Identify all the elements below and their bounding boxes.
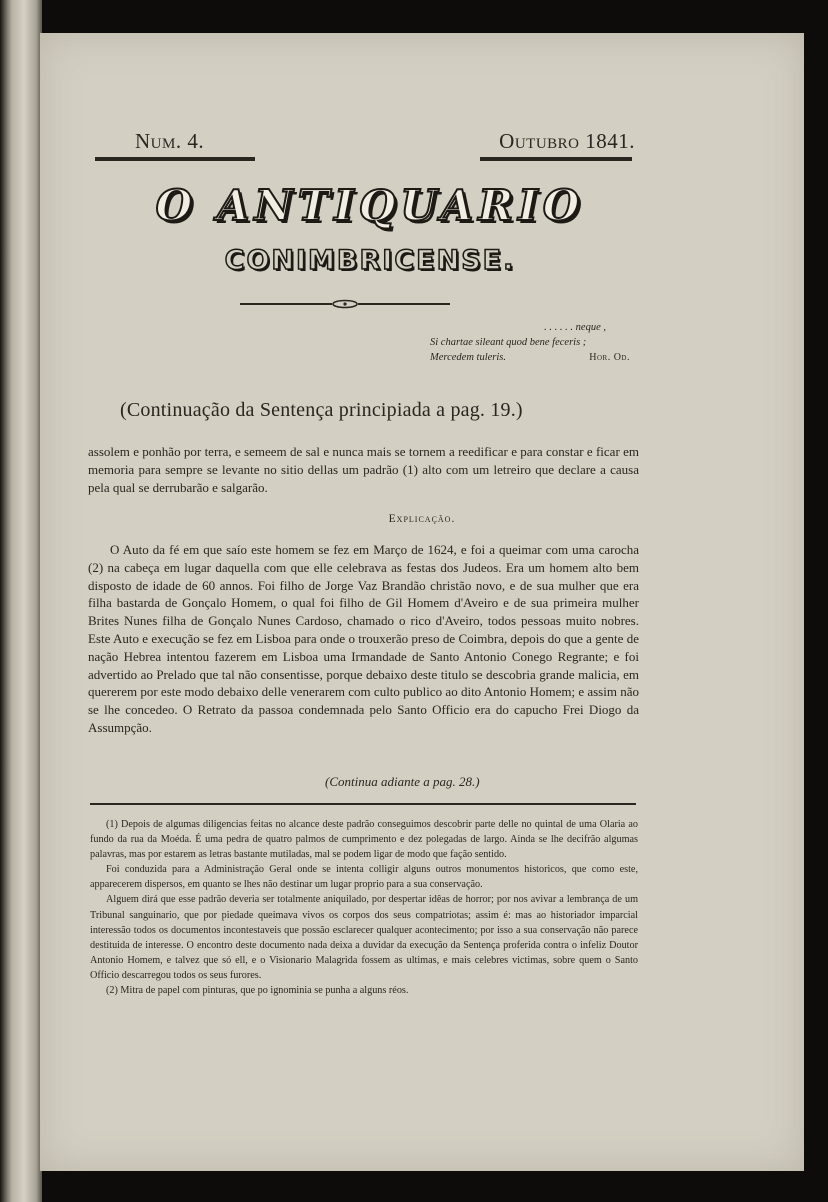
footnotes bbox=[90, 817, 638, 998]
header-rule-right bbox=[480, 157, 632, 161]
footnote: (2) Mitra de papel com pinturas, que po ignominia se punha a alguns réos. bbox=[106, 985, 409, 997]
masthead-header bbox=[95, 129, 635, 159]
header-rule-left bbox=[95, 157, 255, 161]
footnote: Alguem dirá que esse padrão deveria ser totalmente aniquilado, por despertar idêas de horror; por nos avivar a lembrança de um Tribunal sanguinario, que por piedade queimava vivos os corpos dos seus compatriotas; assim é: mas ao historiador imparcial interessão todos os documentos incontestaveis que possão esclarecer qualquer acontecimento; por isso a sua conservação não parece destituida de interesse. O encontro deste documento nada deixa a duvidar da execução da Sentença proferida contra o infeliz Doutor Antonio Homem, e talvez que só ell, e o Visionario Malagrida fossem as ultimas, e mais celebres victimas, sobre quem o Santo Officio descarregou todos os seus furores. bbox=[90, 894, 638, 981]
epigraph-line: . . . . . . neque , bbox=[544, 322, 606, 333]
ornament-divider bbox=[240, 299, 450, 309]
explicacao-body bbox=[88, 541, 639, 737]
footnote: Foi conduzida para a Administração Geral onde se intenta colligir alguns outros monumentos historicos, que como este, apparecerem dispersos, em quanto se lhes não destinar um lugar proprio para a sua conservação. bbox=[90, 864, 638, 891]
continuation-note: (Continua adiante a pag. 28.) bbox=[325, 774, 480, 789]
explicacao-heading: Explicação. bbox=[388, 513, 456, 525]
epigraph-line: Si chartae sileant quod bene feceris ; bbox=[430, 337, 587, 348]
epigraph-author: Hor. Od. bbox=[589, 352, 630, 363]
section-title: (Continuação da Sentença principiada a pag. 19.) bbox=[120, 399, 523, 421]
paragraph: assolem e ponhão por terra, e semeem de sal e nunca mais se tornem a reedificar e para constar e ficar em memoria para sempre se levante no sitio dellas um padrão (1) alto com um letreiro que declare a causa pela qual se derrubarão e salgarão. bbox=[88, 444, 639, 495]
issue-date: Outubro 1841. bbox=[499, 129, 635, 153]
newspaper-subtitle: CONIMBRICENSE. bbox=[224, 245, 516, 276]
newspaper-page bbox=[40, 33, 804, 1171]
newspaper-title: O ANTIQUARIO bbox=[155, 181, 585, 230]
epigraph-line: Mercedem tuleris. bbox=[430, 352, 507, 363]
footnote-rule bbox=[90, 803, 636, 805]
epigraph bbox=[430, 320, 630, 365]
issue-number: Num. 4. bbox=[135, 129, 205, 153]
paragraph: O Auto da fé em que saío este homem se fez em Março de 1624, e foi a queimar com uma carocha (2) na cabeça em lugar daquella com que elle celebrava as festas dos Judeos. Era um homem alto bem disposto de idade de 60 annos. Foi filho de Jorge Vaz Brandão christão novo, e de sua mulher que era filha bastarda de Gonçalo Homem, o qual foi filho de Gil Homem d'Aveiro e de sua primeira mulher Brites Nunes filha de Gonçalo Nunes Cardoso, chamado o rico d'Aveiro, todos pessoas muito nobres. Este Auto e execução se fez em Lisboa para onde o trouxerão preso de Coimbra, depois do que a gente de nação Hebrea intentou fazerem em Lisboa uma Irmandade de Santo Antonio Conego Regrante; e foi advertido ao Prelado que tal não consentisse, porque debaixo deste titulo se descobria grande malicia, em quererem por este modo debaixo delle venerarem com culto publico ao dito Antonio Homem; e assim não se lhe concedeo. O Retrato da passoa condemnada pelo Santo Officio era do capucho Frei Diogo da Assumpção. bbox=[88, 542, 639, 735]
footnote: (1) Depois de algumas diligencias feitas no alcance deste padrão conseguimos descobrir parte delle no quintal de uma Olaria ao fundo da rua da Moéda. É uma pedra de quatro palmos de cumprimento e dez polegadas de largo. Ainda se lhe decifrão algumas palavras, mas por estarem as letras bastante mutiladas, mal se podem ligar de modo que fação sentido. bbox=[90, 819, 638, 861]
book-spine-edge bbox=[0, 0, 42, 1202]
opening-paragraph bbox=[88, 443, 639, 496]
